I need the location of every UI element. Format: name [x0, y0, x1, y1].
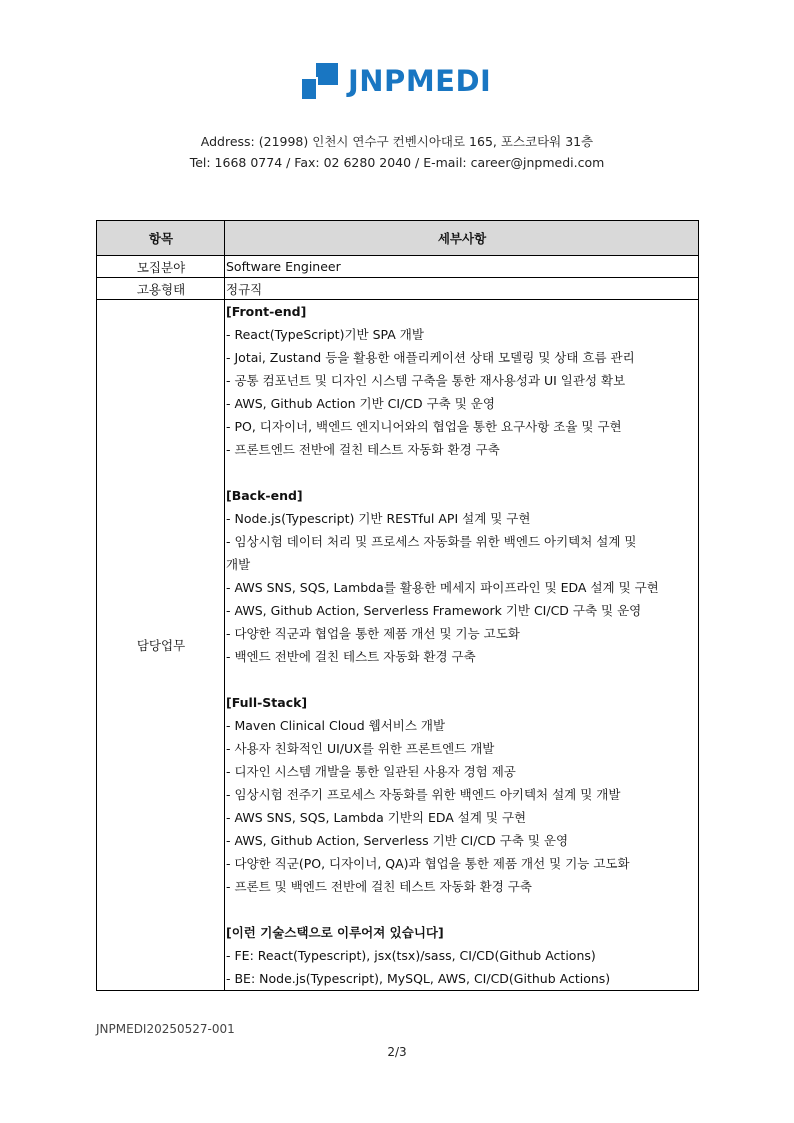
section-heading-fullstack: [Full-Stack]	[226, 695, 308, 710]
logo-text: JNPMEDI	[348, 64, 492, 98]
list-item: - 사용자 친화적인 UI/UX를 위한 프론트엔드 개발	[226, 741, 495, 756]
list-item: - FE: React(Typescript), jsx(tsx)/sass, CI/CD(Github Actions)	[226, 948, 596, 963]
blank-line	[226, 898, 698, 921]
list-item: - 디자인 시스템 개발을 통한 일관된 사용자 경험 제공	[226, 764, 516, 779]
blank-line	[226, 668, 698, 691]
table-row	[97, 256, 699, 278]
list-item: - 다양한 직군(PO, 디자이너, QA)과 협업을 통한 제품 개선 및 기능 고도화	[226, 856, 630, 871]
document-id: JNPMEDI20250527-001	[96, 1022, 235, 1036]
logo-mark-icon	[302, 63, 338, 99]
list-item: - PO, 디자이너, 백엔드 엔지니어와의 협업을 통한 요구사항 조율 및 구현	[226, 419, 622, 434]
list-item: - AWS, Github Action, Serverless 기반 CI/CD 구축 및 운영	[226, 833, 569, 848]
list-item-continuation: 개발	[226, 557, 251, 572]
list-item: - 임상시험 데이터 처리 및 프로세스 자동화를 위한 백엔드 아키텍처 설계 및	[226, 534, 637, 549]
list-item: - AWS, Github Action, Serverless Framework 기반 CI/CD 구축 및 운영	[226, 603, 642, 618]
company-address: Address: (21998) 인천시 연수구 컨벤시아대로 165, 포스코타워 31층	[200, 134, 594, 149]
section-heading-techstack: [이런 기술스택으로 이루어져 있습니다]	[226, 925, 444, 940]
list-item: - 프론트엔드 전반에 걸친 테스트 자동화 환경 구축	[226, 442, 500, 457]
header-details: 세부사항	[225, 221, 699, 256]
blank-line	[226, 461, 698, 484]
list-item: - BE: Node.js(Typescript), MySQL, AWS, CI/CD(Github Actions)	[226, 971, 611, 986]
section-heading-frontend: [Front-end]	[226, 304, 307, 319]
company-logo	[302, 62, 491, 100]
list-item: - AWS SNS, SQS, Lambda 기반의 EDA 설계 및 구현	[226, 810, 527, 825]
page-number: 2/3	[387, 1045, 407, 1059]
header-item: 항목	[97, 221, 225, 256]
duties-list	[225, 300, 699, 991]
list-item: - 프론트 및 백엔드 전반에 걸친 테스트 자동화 환경 구축	[226, 879, 532, 894]
list-item: - 백엔드 전반에 걸친 테스트 자동화 환경 구축	[226, 649, 476, 664]
list-item: - Jotai, Zustand 등을 활용한 애플리케이션 상태 모델링 및 상태 흐름 관리	[226, 350, 635, 365]
row-label-employment: 고용형태	[97, 278, 225, 300]
row-label-field: 모집분야	[97, 256, 225, 278]
company-contact: Tel: 1668 0774 / Fax: 02 6280 2040 / E-mail: career@jnpmedi.com	[189, 155, 605, 170]
list-item: - 공통 컴포넌트 및 디자인 시스템 구축을 통한 재사용성과 UI 일관성 확보	[226, 373, 626, 388]
row-value-employment: 정규직	[225, 278, 699, 300]
row-label-duties: 담당업무	[97, 300, 225, 991]
table-row	[97, 278, 699, 300]
table-row-duties	[97, 300, 699, 991]
list-item: - 임상시험 전주기 프로세스 자동화를 위한 백엔드 아키텍처 설계 및 개발	[226, 787, 621, 802]
list-item: - Maven Clinical Cloud 웹서비스 개발	[226, 718, 446, 733]
list-item: - Node.js(Typescript) 기반 RESTful API 설계 및 구현	[226, 511, 531, 526]
section-heading-backend: [Back-end]	[226, 488, 303, 503]
list-item: - 다양한 직군과 협업을 통한 제품 개선 및 기능 고도화	[226, 626, 520, 641]
list-item: - AWS SNS, SQS, Lambda를 활용한 메세지 파이프라인 및 EDA 설계 및 구현	[226, 580, 659, 595]
list-item: - React(TypeScript)기반 SPA 개발	[226, 327, 424, 342]
job-detail-table	[96, 220, 699, 991]
list-item: - AWS, Github Action 기반 CI/CD 구축 및 운영	[226, 396, 495, 411]
row-value-field: Software Engineer	[225, 256, 699, 278]
